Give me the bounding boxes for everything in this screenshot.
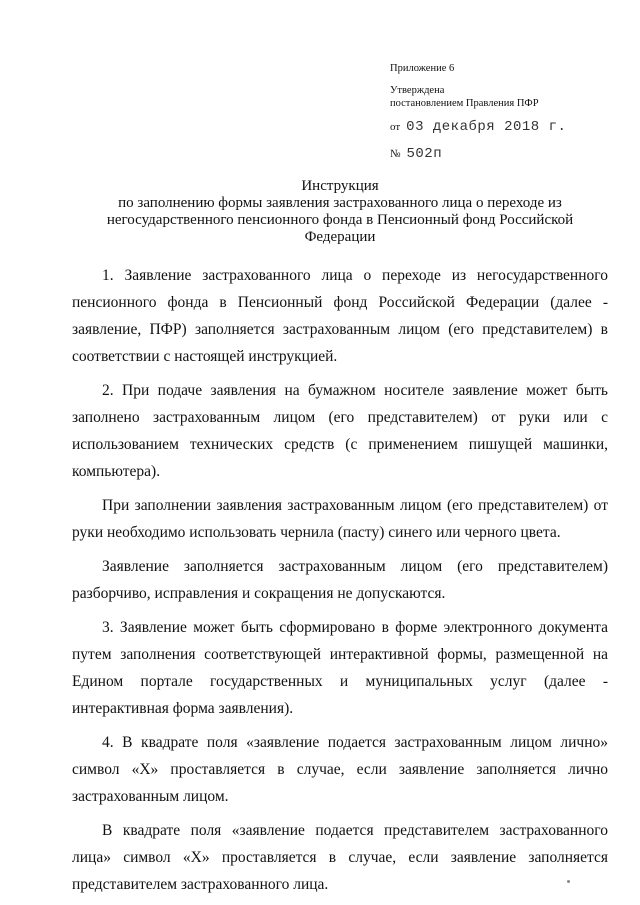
paragraph-5: 3. Заявление может быть сформировано в форме электронного документа путем заполнения соответствующей интерактивной формы, размещенной на Едином портале государственных и муниципальных услуг (далее - интерактивная форма заявления).	[72, 619, 608, 717]
approval-number-row	[390, 147, 442, 161]
approval-date-row	[390, 120, 566, 134]
document-title	[80, 178, 600, 246]
scan-speck	[567, 880, 570, 883]
title-line-1: Инструкция	[301, 178, 379, 194]
annex-label: Приложение 6	[390, 63, 455, 74]
number-prefix: №	[390, 148, 401, 160]
title-line-3: негосударственного пенсионного фонда в Пенсионный фонд Российской	[106, 212, 574, 228]
paragraph-4: Заявление заполняется застрахованным лицом (его представителем) разборчиво, исправления и сокращения не допускаются.	[72, 558, 608, 602]
date-prefix: от	[390, 121, 401, 133]
document-body	[72, 262, 608, 905]
approval-number: 502п	[406, 146, 443, 162]
approved-label: Утверждена	[390, 85, 445, 96]
title-line-4: Федерации	[304, 229, 376, 245]
approved-by-label: постановлением Правления ПФР	[390, 98, 539, 109]
paragraph-7: В квадрате поля «заявление подается представителем застрахованного лица» символ «Х» проставляется в случае, если заявление заполняется представителем застрахованного лица.	[72, 822, 608, 893]
paragraph-6: 4. В квадрате поля «заявление подается застрахованным лицом лично» символ «Х» проставляется в случае, если заявление заполняется лично застрахованным лицом.	[72, 734, 608, 805]
paragraph-1: 1. Заявление застрахованного лица о переходе из негосударственного пенсионного фонда в Пенсионный фонд Российской Федерации (далее - заявление, ПФР) заполняется застрахованным лицом (его представителем) в соответствии с настоящей инструкцией.	[72, 267, 608, 365]
title-line-2: по заполнению формы заявления застрахованного лица о переходе из	[118, 195, 562, 211]
paragraph-2: 2. При подаче заявления на бумажном носителе заявление может быть заполнено застрахованным лицом (его представителем) от руки или с использованием технических средств (с применением пишущей машинки, компьютера).	[72, 382, 608, 480]
paragraph-3: При заполнении заявления застрахованным лицом (его представителем) от руки необходимо использовать чернила (пасту) синего или черного цвета.	[72, 497, 608, 541]
approval-date: 03 декабря 2018 г.	[406, 119, 567, 135]
